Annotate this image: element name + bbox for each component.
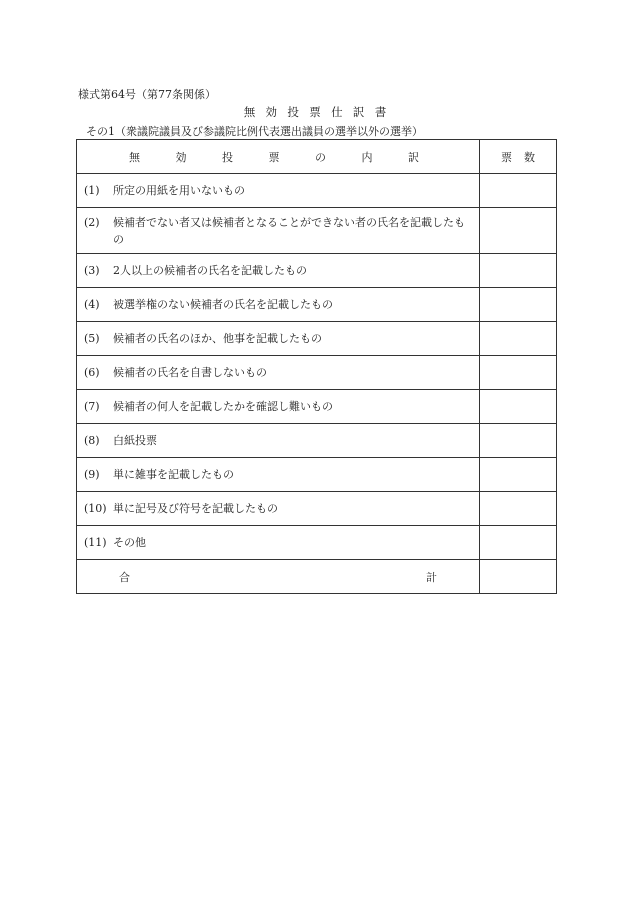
row-text: 単に雑事を記載したもの — [113, 468, 234, 481]
count-cell[interactable] — [480, 254, 557, 288]
document-title: 無効投票仕訳書 — [243, 105, 397, 119]
header-char: 無 — [129, 150, 140, 164]
row-number: (4) — [84, 298, 100, 311]
header-count-cell — [480, 140, 557, 174]
row-number: (2) — [84, 215, 100, 229]
count-cell[interactable] — [480, 208, 557, 254]
row-text: 候補者の氏名を自書しないもの — [113, 366, 267, 379]
table-header-row — [77, 140, 557, 174]
table-row — [77, 492, 557, 526]
row-text: その他 — [113, 536, 146, 549]
table-row — [77, 526, 557, 560]
row-number: (5) — [84, 332, 100, 345]
count-cell[interactable] — [480, 174, 557, 208]
count-cell[interactable] — [480, 288, 557, 322]
table-row — [77, 288, 557, 322]
row-text: 単に記号及び符号を記載したもの — [113, 502, 278, 515]
count-cell[interactable] — [480, 458, 557, 492]
header-char: 票 — [501, 150, 512, 164]
row-text: 2人以上の候補者の氏名を記載したもの — [113, 264, 307, 277]
row-text: 被選挙権のない候補者の氏名を記載したもの — [113, 298, 333, 311]
row-number: (11) — [84, 536, 107, 549]
count-cell[interactable] — [480, 322, 557, 356]
count-cell[interactable] — [480, 356, 557, 390]
total-label-right: 計 — [426, 570, 437, 584]
row-text: 候補者の氏名のほか、他事を記載したもの — [113, 332, 322, 345]
row-number: (10) — [84, 502, 107, 515]
row-text: 白紙投票 — [113, 434, 157, 447]
row-number: (6) — [84, 366, 100, 379]
table-row — [77, 424, 557, 458]
table-row — [77, 390, 557, 424]
form-number: 様式第64号（第77条関係） — [78, 88, 216, 101]
header-char: の — [315, 150, 326, 164]
header-char: 投 — [222, 150, 233, 164]
total-row — [77, 560, 557, 594]
header-char: 効 — [175, 150, 187, 164]
row-text: 所定の用紙を用いないもの — [113, 184, 245, 197]
row-number: (1) — [84, 184, 100, 197]
count-cell[interactable] — [480, 492, 557, 526]
row-number: (9) — [84, 468, 100, 481]
document-subtitle: その1（衆議院議員及び参議院比例代表選出議員の選挙以外の選挙） — [86, 125, 423, 138]
invalid-ballot-table — [76, 139, 557, 594]
count-cell[interactable] — [480, 424, 557, 458]
header-char: 票 — [268, 150, 280, 164]
row-number: (7) — [84, 400, 100, 413]
table-row — [77, 322, 557, 356]
row-number: (3) — [84, 264, 100, 277]
table-row — [77, 356, 557, 390]
header-breakdown-cell — [77, 140, 480, 174]
count-cell[interactable] — [480, 526, 557, 560]
header-char: 内 — [361, 150, 373, 164]
total-label-left: 合 — [119, 570, 130, 584]
table-row — [77, 208, 557, 254]
count-cell[interactable] — [480, 390, 557, 424]
header-char: 数 — [524, 150, 535, 164]
table-row — [77, 174, 557, 208]
row-number: (8) — [84, 434, 100, 447]
table-row — [77, 458, 557, 492]
row-text: 候補者でない者又は候補者となることができない者の氏名を記載したもの — [113, 215, 465, 246]
table-row — [77, 254, 557, 288]
total-count-cell[interactable] — [480, 560, 557, 594]
row-text: 候補者の何人を記載したかを確認し難いもの — [113, 400, 333, 413]
header-char: 訳 — [408, 150, 419, 164]
